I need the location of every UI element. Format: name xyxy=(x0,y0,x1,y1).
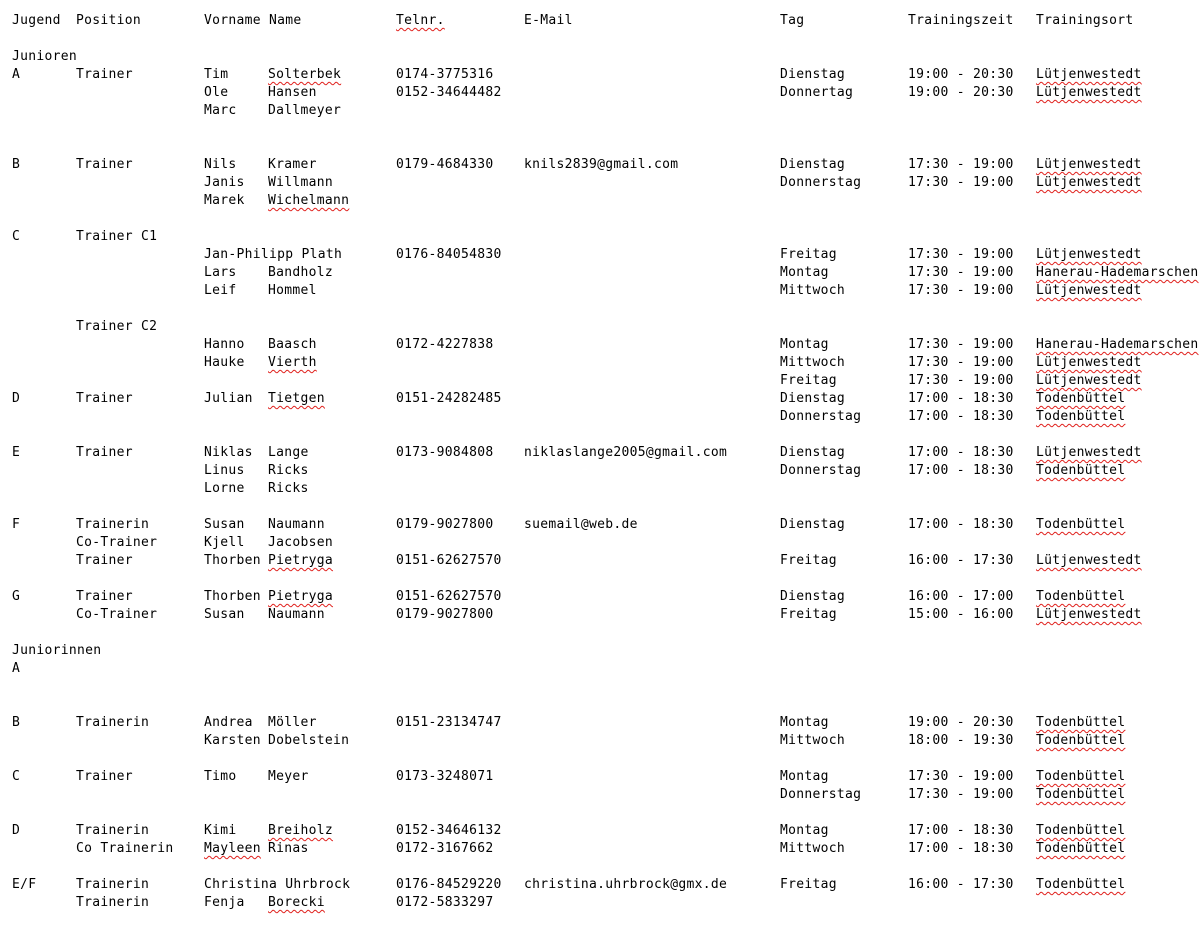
location-cell: Lütjenwestedt xyxy=(1036,373,1142,388)
name-cell: Pietryga xyxy=(268,553,334,568)
day-cell: Dienstag xyxy=(780,589,846,604)
time-cell: 17:00 - 18:30 xyxy=(908,409,1014,424)
name-cell: Baasch xyxy=(268,337,317,352)
location-cell: Lütjenwestedt xyxy=(1036,67,1142,82)
phone-cell: 0179-9027800 xyxy=(396,517,494,532)
vorname-cell: Ole xyxy=(204,85,229,100)
vorname-cell: Niklas xyxy=(204,445,253,460)
time-cell: 17:30 - 19:00 xyxy=(908,355,1014,370)
phone-cell: 0172-4227838 xyxy=(396,337,494,352)
phone-cell: 0152-34644482 xyxy=(396,85,502,100)
time-cell: 17:30 - 19:00 xyxy=(908,157,1014,172)
phone-cell: 0173-3248071 xyxy=(396,769,494,784)
header-vorname-name: Vorname Name xyxy=(204,13,302,28)
header-email: E-Mail xyxy=(524,13,573,28)
vorname-cell: Julian xyxy=(204,391,253,406)
full-name-cell: Christina Uhrbrock xyxy=(204,877,351,892)
position-cell: Co-Trainer xyxy=(76,607,158,622)
day-cell: Freitag xyxy=(780,877,837,892)
day-cell: Dienstag xyxy=(780,517,846,532)
jugend-cell: A xyxy=(12,67,21,82)
header-telnr: Telnr. xyxy=(396,13,445,28)
day-cell: Dienstag xyxy=(780,445,846,460)
time-cell: 17:00 - 18:30 xyxy=(908,445,1014,460)
header-position: Position xyxy=(76,13,142,28)
jugend-cell: E/F xyxy=(12,877,37,892)
position-cell: Trainer xyxy=(76,67,133,82)
jugend-cell: G xyxy=(12,589,21,604)
vorname-cell: Mayleen xyxy=(204,841,261,856)
location-cell: Lütjenwestedt xyxy=(1036,355,1142,370)
day-cell: Freitag xyxy=(780,373,837,388)
vorname-cell: Fenja xyxy=(204,895,245,910)
name-cell: Meyer xyxy=(268,769,309,784)
day-cell: Mittwoch xyxy=(780,841,846,856)
jugend-cell: C xyxy=(12,769,21,784)
time-cell: 17:30 - 19:00 xyxy=(908,769,1014,784)
day-cell: Montag xyxy=(780,337,829,352)
name-cell: Breiholz xyxy=(268,823,334,838)
vorname-cell: Thorben xyxy=(204,553,261,568)
day-cell: Mittwoch xyxy=(780,283,846,298)
day-cell: Montag xyxy=(780,715,829,730)
name-cell: Jacobsen xyxy=(268,535,334,550)
position-cell: Trainerin xyxy=(76,877,150,892)
jugend-cell: B xyxy=(12,715,21,730)
name-cell: Rinas xyxy=(268,841,309,856)
location-cell: Lütjenwestedt xyxy=(1036,607,1142,622)
location-cell: Lütjenwestedt xyxy=(1036,247,1142,262)
position-cell: Trainer xyxy=(76,391,133,406)
position-cell: Trainer xyxy=(76,445,133,460)
vorname-cell: Nils xyxy=(204,157,237,172)
location-cell: Todenbüttel xyxy=(1036,841,1126,856)
name-cell: Naumann xyxy=(268,517,325,532)
vorname-cell: Kjell xyxy=(204,535,245,550)
vorname-cell: Kimi xyxy=(204,823,237,838)
location-cell: Todenbüttel xyxy=(1036,787,1126,802)
vorname-cell: Marc xyxy=(204,103,237,118)
jugend-cell: C xyxy=(12,229,21,244)
day-cell: Freitag xyxy=(780,247,837,262)
name-cell: Bandholz xyxy=(268,265,334,280)
vorname-cell: Leif xyxy=(204,283,237,298)
location-cell: Todenbüttel xyxy=(1036,463,1126,478)
position-cell: Trainerin xyxy=(76,517,150,532)
jugend-cell: Junioren xyxy=(12,49,78,64)
name-cell: Dallmeyer xyxy=(268,103,342,118)
phone-cell: 0151-62627570 xyxy=(396,553,502,568)
time-cell: 17:00 - 18:30 xyxy=(908,391,1014,406)
name-cell: Borecki xyxy=(268,895,325,910)
name-cell: Pietryga xyxy=(268,589,334,604)
name-cell: Möller xyxy=(268,715,317,730)
vorname-cell: Susan xyxy=(204,517,245,532)
time-cell: 19:00 - 20:30 xyxy=(908,85,1014,100)
day-cell: Montag xyxy=(780,823,829,838)
location-cell: Lütjenwestedt xyxy=(1036,175,1142,190)
header-jugend: Jugend xyxy=(12,13,61,28)
name-cell: Vierth xyxy=(268,355,317,370)
position-cell: Trainer xyxy=(76,553,133,568)
jugend-cell: B xyxy=(12,157,21,172)
time-cell: 19:00 - 20:30 xyxy=(908,715,1014,730)
location-cell: Lütjenwestedt xyxy=(1036,445,1142,460)
phone-cell: 0174-3775316 xyxy=(396,67,494,82)
time-cell: 17:30 - 19:00 xyxy=(908,787,1014,802)
location-cell: Todenbüttel xyxy=(1036,877,1126,892)
vorname-cell: Andrea xyxy=(204,715,253,730)
name-cell: Dobelstein xyxy=(268,733,350,748)
location-cell: Todenbüttel xyxy=(1036,391,1126,406)
vorname-cell: Lorne xyxy=(204,481,245,496)
time-cell: 16:00 - 17:30 xyxy=(908,877,1014,892)
full-name-cell: Jan-Philipp Plath xyxy=(204,247,343,262)
time-cell: 15:00 - 16:00 xyxy=(908,607,1014,622)
vorname-cell: Linus xyxy=(204,463,245,478)
name-cell: Lange xyxy=(268,445,309,460)
phone-cell: 0151-24282485 xyxy=(396,391,502,406)
phone-cell: 0151-23134747 xyxy=(396,715,502,730)
day-cell: Montag xyxy=(780,769,829,784)
time-cell: 17:30 - 19:00 xyxy=(908,283,1014,298)
time-cell: 17:00 - 18:30 xyxy=(908,517,1014,532)
location-cell: Todenbüttel xyxy=(1036,589,1126,604)
day-cell: Dienstag xyxy=(780,157,846,172)
position-cell: Co-Trainer xyxy=(76,535,158,550)
vorname-cell: Susan xyxy=(204,607,245,622)
time-cell: 17:00 - 18:30 xyxy=(908,823,1014,838)
jugend-cell: Juniorinnen xyxy=(12,643,102,658)
time-cell: 16:00 - 17:30 xyxy=(908,553,1014,568)
position-cell: Trainer C1 xyxy=(76,229,158,244)
location-cell: Todenbüttel xyxy=(1036,517,1126,532)
location-cell: Lütjenwestedt xyxy=(1036,85,1142,100)
phone-cell: 0179-4684330 xyxy=(396,157,494,172)
day-cell: Dienstag xyxy=(780,391,846,406)
time-cell: 17:30 - 19:00 xyxy=(908,247,1014,262)
day-cell: Mittwoch xyxy=(780,355,846,370)
time-cell: 17:00 - 18:30 xyxy=(908,463,1014,478)
position-cell: Trainer xyxy=(76,769,133,784)
vorname-cell: Karsten xyxy=(204,733,261,748)
position-cell: Co Trainerin xyxy=(76,841,174,856)
location-cell: Lütjenwestedt xyxy=(1036,157,1142,172)
time-cell: 17:30 - 19:00 xyxy=(908,175,1014,190)
name-cell: Hommel xyxy=(268,283,317,298)
location-cell: Lütjenwestedt xyxy=(1036,553,1142,568)
name-cell: Naumann xyxy=(268,607,325,622)
phone-cell: 0172-5833297 xyxy=(396,895,494,910)
phone-cell: 0152-34646132 xyxy=(396,823,502,838)
phone-cell: 0176-84529220 xyxy=(396,877,502,892)
name-cell: Ricks xyxy=(268,481,309,496)
vorname-cell: Hauke xyxy=(204,355,245,370)
position-cell: Trainerin xyxy=(76,715,150,730)
time-cell: 18:00 - 19:30 xyxy=(908,733,1014,748)
day-cell: Donnerstag xyxy=(780,409,862,424)
position-cell: Trainer xyxy=(76,589,133,604)
phone-cell: 0151-62627570 xyxy=(396,589,502,604)
name-cell: Ricks xyxy=(268,463,309,478)
location-cell: Todenbüttel xyxy=(1036,769,1126,784)
day-cell: Dienstag xyxy=(780,67,846,82)
time-cell: 17:00 - 18:30 xyxy=(908,841,1014,856)
jugend-cell: A xyxy=(12,661,21,676)
phone-cell: 0173-9084808 xyxy=(396,445,494,460)
vorname-cell: Hanno xyxy=(204,337,245,352)
phone-cell: 0179-9027800 xyxy=(396,607,494,622)
location-cell: Hanerau-Hademarschen xyxy=(1036,337,1199,352)
jugend-cell: F xyxy=(12,517,21,532)
email-cell: knils2839@gmail.com xyxy=(524,157,679,172)
name-cell: Tietgen xyxy=(268,391,325,406)
vorname-cell: Thorben xyxy=(204,589,261,604)
email-cell: suemail@web.de xyxy=(524,517,638,532)
position-cell: Trainerin xyxy=(76,895,150,910)
phone-cell: 0172-3167662 xyxy=(396,841,494,856)
name-cell: Solterbek xyxy=(268,67,342,82)
header-trainingsort: Trainingsort xyxy=(1036,13,1134,28)
jugend-cell: E xyxy=(12,445,21,460)
time-cell: 19:00 - 20:30 xyxy=(908,67,1014,82)
position-cell: Trainer xyxy=(76,157,133,172)
location-cell: Lütjenwestedt xyxy=(1036,283,1142,298)
day-cell: Freitag xyxy=(780,607,837,622)
jugend-cell: D xyxy=(12,391,21,406)
vorname-cell: Tim xyxy=(204,67,229,82)
location-cell: Todenbüttel xyxy=(1036,715,1126,730)
name-cell: Wichelmann xyxy=(268,193,350,208)
phone-cell: 0176-84054830 xyxy=(396,247,502,262)
location-cell: Todenbüttel xyxy=(1036,823,1126,838)
header-trainingszeit: Trainingszeit xyxy=(908,13,1014,28)
time-cell: 17:30 - 19:00 xyxy=(908,337,1014,352)
header-tag: Tag xyxy=(780,13,805,28)
name-cell: Kramer xyxy=(268,157,317,172)
location-cell: Todenbüttel xyxy=(1036,409,1126,424)
vorname-cell: Lars xyxy=(204,265,237,280)
location-cell: Hanerau-Hademarschen xyxy=(1036,265,1199,280)
day-cell: Donnerstag xyxy=(780,463,862,478)
day-cell: Montag xyxy=(780,265,829,280)
day-cell: Mittwoch xyxy=(780,733,846,748)
vorname-cell: Janis xyxy=(204,175,245,190)
name-cell: Hansen xyxy=(268,85,317,100)
email-cell: niklaslange2005@gmail.com xyxy=(524,445,728,460)
location-cell: Todenbüttel xyxy=(1036,733,1126,748)
time-cell: 16:00 - 17:00 xyxy=(908,589,1014,604)
jugend-cell: D xyxy=(12,823,21,838)
email-cell: christina.uhrbrock@gmx.de xyxy=(524,877,728,892)
vorname-cell: Timo xyxy=(204,769,237,784)
time-cell: 17:30 - 19:00 xyxy=(908,265,1014,280)
day-cell: Donnerstag xyxy=(780,787,862,802)
vorname-cell: Marek xyxy=(204,193,245,208)
day-cell: Donnertag xyxy=(780,85,854,100)
position-cell: Trainer C2 xyxy=(76,319,158,334)
day-cell: Freitag xyxy=(780,553,837,568)
time-cell: 17:30 - 19:00 xyxy=(908,373,1014,388)
day-cell: Donnerstag xyxy=(780,175,862,190)
position-cell: Trainerin xyxy=(76,823,150,838)
name-cell: Willmann xyxy=(268,175,334,190)
